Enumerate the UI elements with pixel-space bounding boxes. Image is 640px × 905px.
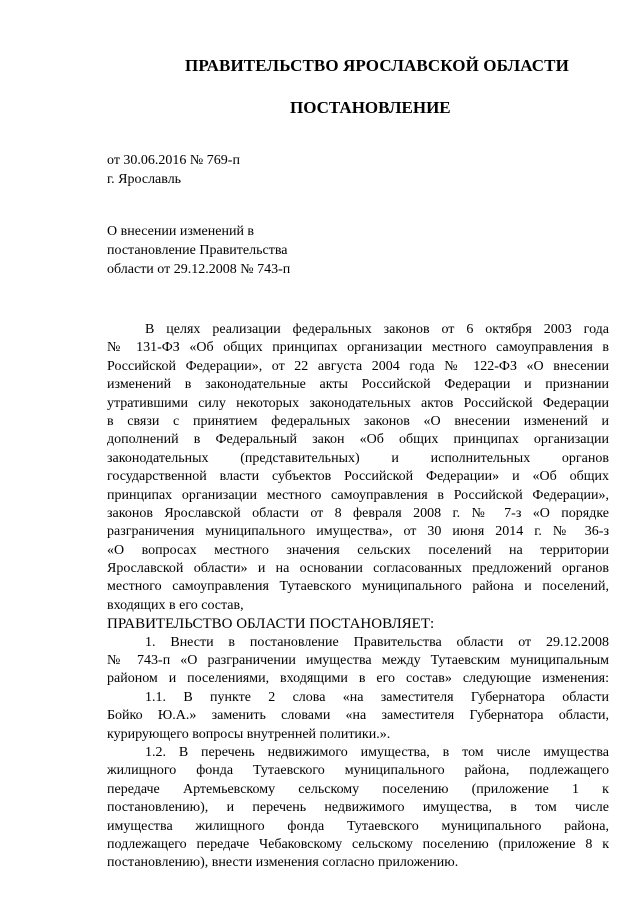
item-1-line: районом и поселениями, входящими в его состав» следующие изменения: <box>107 671 609 687</box>
preamble-line: местного самоуправления Тутаевского муниципального района и поселений, <box>107 579 609 595</box>
preamble-line: разграничения муниципального имущества», от 30 июня 2014 г. № 36-з <box>107 524 609 540</box>
item-1-2-line: 1.2. В перечень недвижимого имущества, в том числе имущества <box>145 744 609 760</box>
document-subject <box>107 222 290 279</box>
preamble-line: изменений в законодательные акты Российской Федерации и признании <box>107 377 609 393</box>
item-1-1-line: Бойко Ю.А.» заменить словами «на заместителя Губернатора области, <box>107 708 609 724</box>
preamble-line: законов Ярославской области от 8 февраля 2008 г. № 7-з «О порядке <box>107 505 609 521</box>
item-1-2-line: имущества жилищного фонда Тутаевского муниципального района, <box>107 818 609 834</box>
document-type-title: ПОСТАНОВЛЕНИЕ <box>290 98 451 117</box>
item-1-1-line: курирующего вопросы внутренней политики.». <box>107 726 391 742</box>
item-1-line: 1. Внести в постановление Правительства области от 29.12.2008 <box>145 634 609 650</box>
document-date-number: от 30.06.2016 № 769-п <box>107 153 240 168</box>
government-title: ПРАВИТЕЛЬСТВО ЯРОСЛАВСКОЙ ОБЛАСТИ <box>185 56 569 75</box>
preamble-line: Ярославской области» и на основании согласованных предложений органов <box>107 561 609 577</box>
item-1-line: № 743-п «О разграничении имущества между Тутаевским муниципальным <box>107 653 609 669</box>
item-1-2-line: постановлению), и перечень недвижимого имущества, в том числе <box>107 800 609 816</box>
document-city: г. Ярославль <box>107 172 182 187</box>
preamble-line: законодательных (представительных) и исполнительных органов <box>107 450 609 466</box>
preamble-line: в связи с принятием федеральных законов «О внесении изменений и <box>107 413 609 429</box>
item-1-1-line: 1.1. В пункте 2 слова «на заместителя Губернатора области <box>145 689 609 705</box>
preamble-line: В целях реализации федеральных законов от 6 октября 2003 года <box>145 322 609 337</box>
subject-line: постановление Правительства <box>107 243 288 258</box>
preamble-line: Российской Федерации», от 22 августа 2004 года № 122-ФЗ «О внесении <box>107 358 609 374</box>
preamble-line: принципах организации местного самоуправления в Российской Федерации», <box>107 487 609 503</box>
item-1-2-line: подлежащего передаче Чебаковскому сельскому поселению (приложение 8 к <box>107 836 609 852</box>
item-1-2-line: передаче Артемьевскому сельскому поселению (приложение 1 к <box>107 781 609 797</box>
preamble-line: государственной власти субъектов Российской Федерации» и «Об общих <box>107 469 609 485</box>
subject-line: О внесении изменений в <box>107 224 255 239</box>
preamble-line: «О вопросах местного значения сельских поселений на территории <box>107 542 609 558</box>
preamble-line: дополнений в Федеральный закон «Об общих принципах организации <box>107 432 609 448</box>
item-1-2-line: жилищного фонда Тутаевского муниципального района, подлежащего <box>107 763 609 779</box>
preamble-paragraph <box>107 321 609 873</box>
preamble-line: входящих в его состав, <box>107 597 244 613</box>
preamble-line: утратившими силу некоторых законодательных актов Российской Федерации <box>107 395 609 411</box>
item-1-2-line: постановлению), внести изменения согласно приложению. <box>107 855 459 871</box>
preamble-line: № 131-ФЗ «Об общих принципах организации местного самоуправления в <box>107 340 609 356</box>
resolves-heading: ПРАВИТЕЛЬСТВО ОБЛАСТИ ПОСТАНОВЛЯЕТ: <box>107 616 435 633</box>
subject-line: области от 29.12.2008 № 743-п <box>107 262 291 277</box>
